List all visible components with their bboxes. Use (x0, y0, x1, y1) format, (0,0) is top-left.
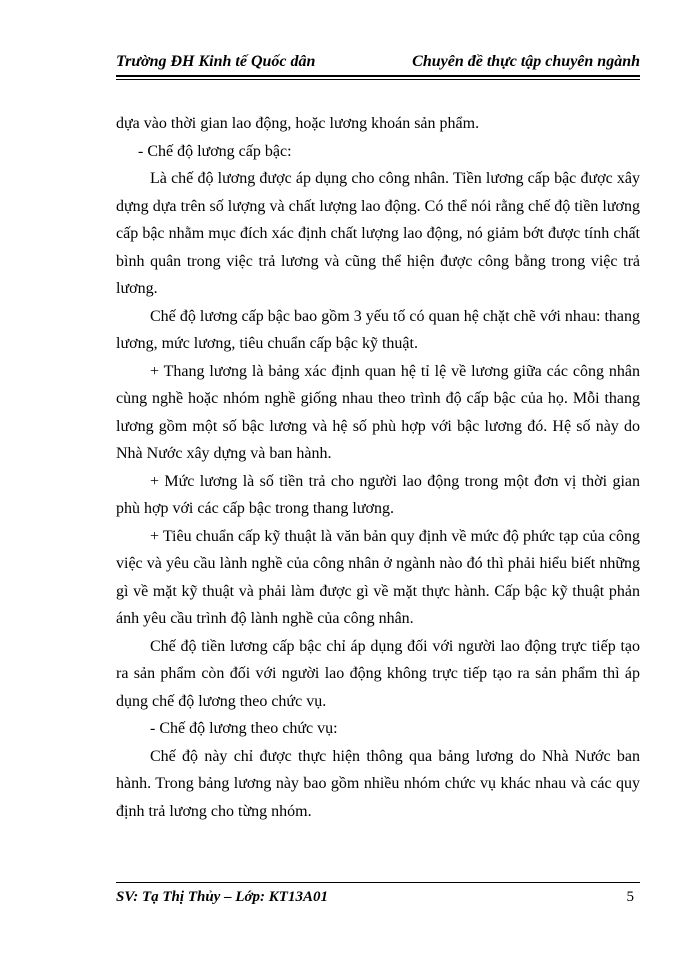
paragraph: Chế độ tiền lương cấp bậc chỉ áp dụng đối với người lao động trực tiếp tạo ra sản phẩm còn đối với người lao động không trực tiếp tạo ra sản phẩm thì áp dụng chế độ lương theo chức vụ. (116, 637, 640, 710)
page-number: 5 (626, 889, 634, 905)
footer-student-info: SV: Tạ Thị Thủy – Lớp: KT13A01 (116, 889, 328, 905)
paragraph: + Thang lương là bảng xác định quan hệ tỉ lệ về lương giữa các công nhân cùng nghề hoặc nhóm nghề giống nhau theo trình độ cấp bậc của họ. Mỗi thang lương gồm một số bậc lương và hệ số phù hợp với bậc lương đó. Hệ số này do Nhà Nước xây dựng và ban hành. (116, 362, 640, 462)
paragraph: + Mức lương là số tiền trả cho người lao động trong một đơn vị thời gian phù hợp với các cấp bậc trong thang lương. (116, 472, 640, 517)
paragraph: + Tiêu chuẩn cấp kỹ thuật là văn bản quy định về mức độ phức tạp của công việc và yêu cầu lành nghề của công nhân ở ngành nào đó thì phải hiểu biết những gì về mặt kỹ thuật và phải làm được gì về mặt thực hành. Cấp bậc kỹ thuật phản ánh yêu cầu trình độ lành nghề của công nhân. (116, 527, 640, 627)
heading-graded-wage: - Chế độ lương cấp bậc: (138, 142, 292, 160)
page-footer (116, 886, 640, 908)
header-rule (116, 75, 640, 77)
page-body (116, 110, 640, 825)
paragraph: Là chế độ lương được áp dụng cho công nhân. Tiền lương cấp bậc được xây dựng dựa trên số lượng và chất lượng lao động. Có thể nói rằng chế độ tiền lương cấp bậc nhằm mục đích xác định chất lượng lao động, nó giảm bớt được tính chất bình quân trong việc trả lương và cũng thể hiện được công bằng trong việc trả lương. (116, 170, 640, 297)
page-header (116, 50, 640, 74)
paragraph: Chế độ lương cấp bậc bao gồm 3 yếu tố có quan hệ chặt chẽ với nhau: thang lương, mức lương, tiêu chuẩn cấp bậc kỹ thuật. (116, 307, 640, 352)
header-document-type: Chuyên đề thực tập chuyên ngành (412, 53, 640, 70)
paragraph-continuation: dựa vào thời gian lao động, hoặc lương khoán sản phẩm. (116, 115, 480, 132)
header-university: Trường ĐH Kinh tế Quốc dân (116, 53, 316, 70)
paragraph: Chế độ này chỉ được thực hiện thông qua bảng lương do Nhà Nước ban hành. Trong bảng lương này bao gồm nhiều nhóm chức vụ khác nhau và các quy định trả lương cho từng nhóm. (116, 747, 640, 820)
heading-position-wage: - Chế độ lương theo chức vụ: (150, 720, 338, 737)
footer-rule (116, 882, 640, 883)
header-rule-thin (116, 79, 640, 80)
